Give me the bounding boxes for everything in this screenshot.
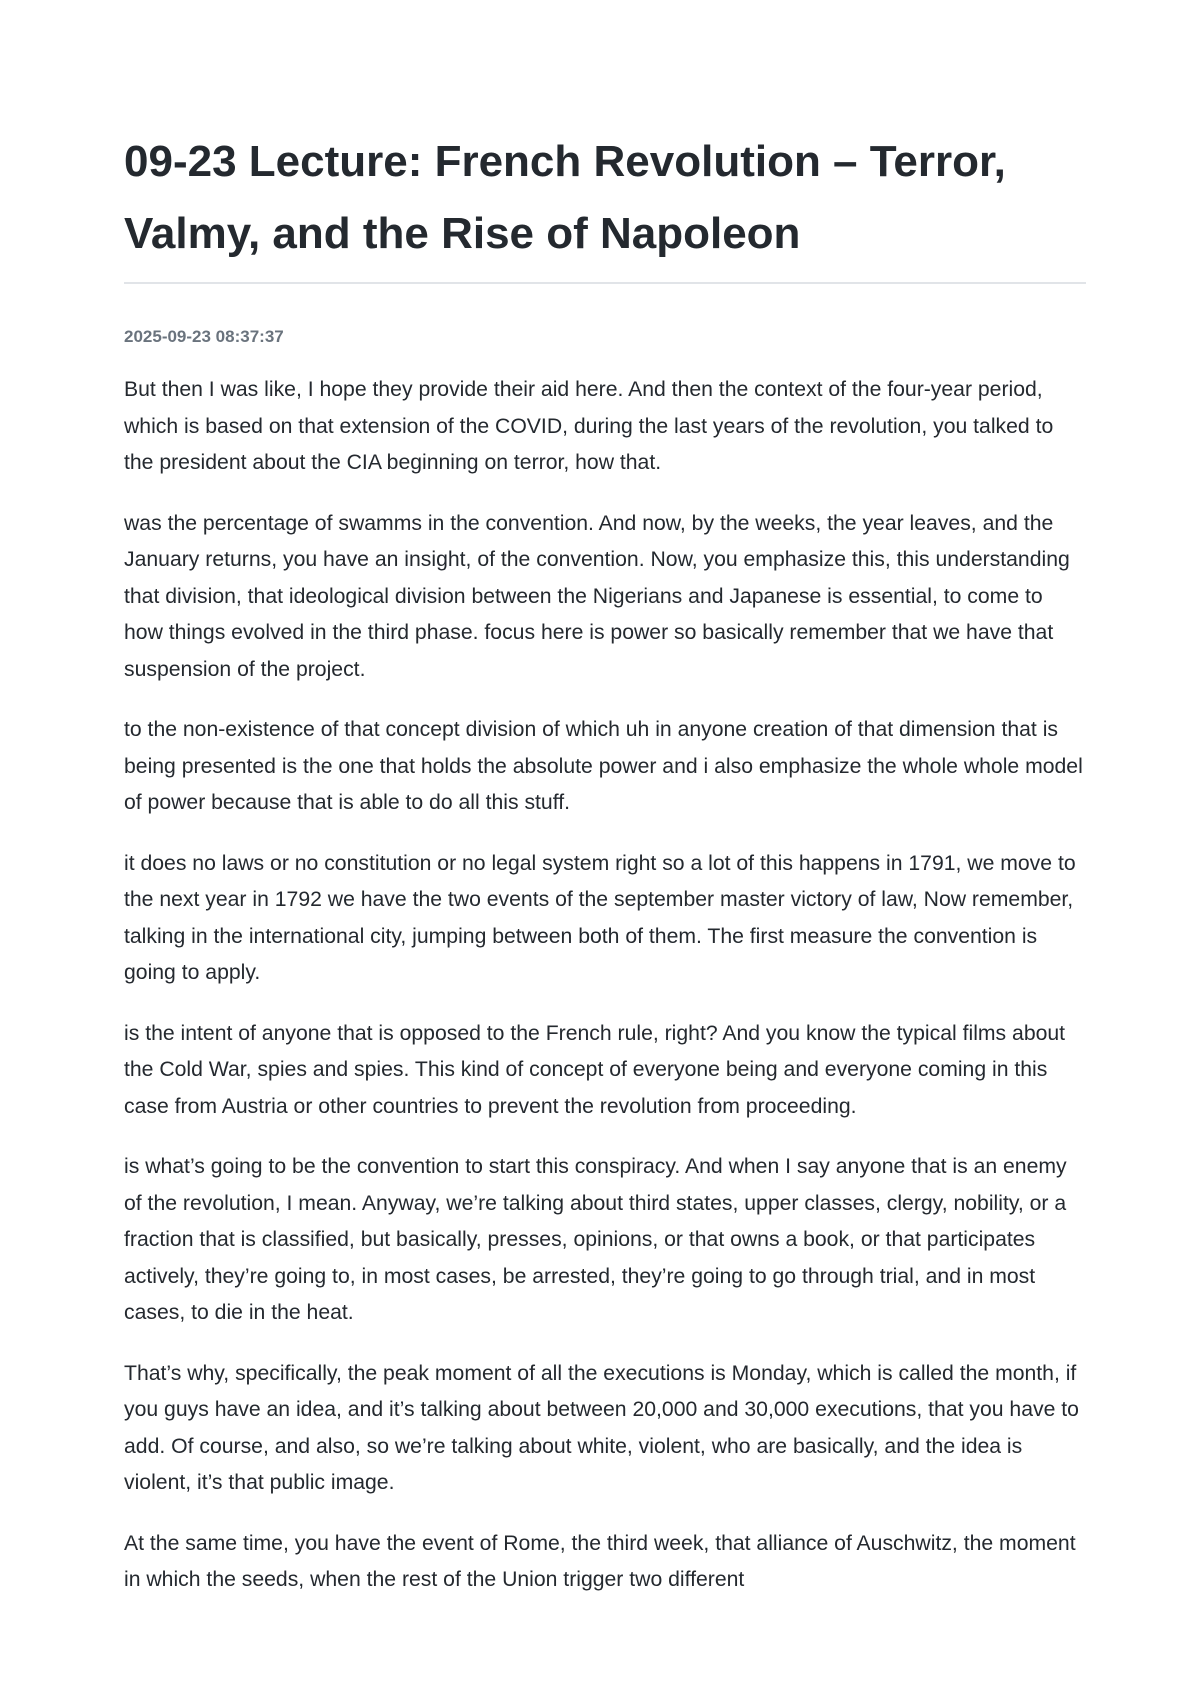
paragraph: That’s why, specifically, the peak moment of all the executions is Monday, which is called the month, if you guys have an idea, and it’s talking about between 20,000 and 30,000 executions, that you have to add. Of course, and also, so we’re talking about white, violent, who are basically, and the idea is violent, it’s that public image.: [124, 1361, 1079, 1494]
paragraph: is what’s going to be the convention to start this conspiracy. And when I say anyone that is an enemy of the revolution, I mean. Anyway, we’re talking about third states, upper classes, clergy, nobility, or a fraction that is classified, but basically, presses, opinions, or that owns a book, or that participates actively, they’re going to, in most cases, be arrested, they’re going to go through trial, and in most cases, to die in the heat.: [124, 1155, 1067, 1324]
paragraph: is the intent of anyone that is opposed to the French rule, right? And you know the typical films about the Cold War, spies and spies. This kind of concept of everyone being and everyone coming in this case from Austria or other countries to prevent the revolution from proceeding.: [124, 1021, 1066, 1118]
paragraph: was the percentage of swamms in the convention. And now, by the weeks, the year leaves, and the January returns, you have an insight, of the convention. Now, you emphasize this, this understanding that division, that ideological division between the Nigerians and Japanese is essential, to come to how things evolved in the third phase. focus here is power so basically remember that we have that suspension of the project.: [124, 511, 1070, 681]
paragraph: At the same time, you have the event of Rome, the third week, that alliance of Auschwitz, the moment in which the seeds, when the rest of the Union trigger two different: [124, 1531, 1076, 1591]
document-page: [124, 0, 1086, 1623]
timestamp: 2025-09-23 08:37:37: [124, 327, 284, 346]
paragraph: it does no laws or no constitution or no legal system right so a lot of this happens in 1791, we move to the next year in 1792 we have the two events of the september master victory of law, Now remember, talking in the international city, jumping between both of them. The first measure the convention is going to apply.: [124, 851, 1076, 984]
paragraph: to the non-existence of that concept division of which uh in anyone creation of that dimension that is being presented is the one that holds the absolute power and i also emphasize the whole whole model of power because that is able to do all this stuff.: [124, 718, 1083, 814]
title-divider: [124, 282, 1086, 284]
transcript-body: [124, 372, 1086, 1599]
paragraph: But then I was like, I hope they provide their aid here. And then the context of the four-year period, which is based on that extension of the COVID, during the last years of the revolution, you talked to the president about the CIA beginning on terror, how that.: [124, 378, 1054, 474]
page-title: 09-23 Lecture: French Revolution – Terror, Valmy, and the Rise of Napoleon: [124, 137, 1006, 258]
